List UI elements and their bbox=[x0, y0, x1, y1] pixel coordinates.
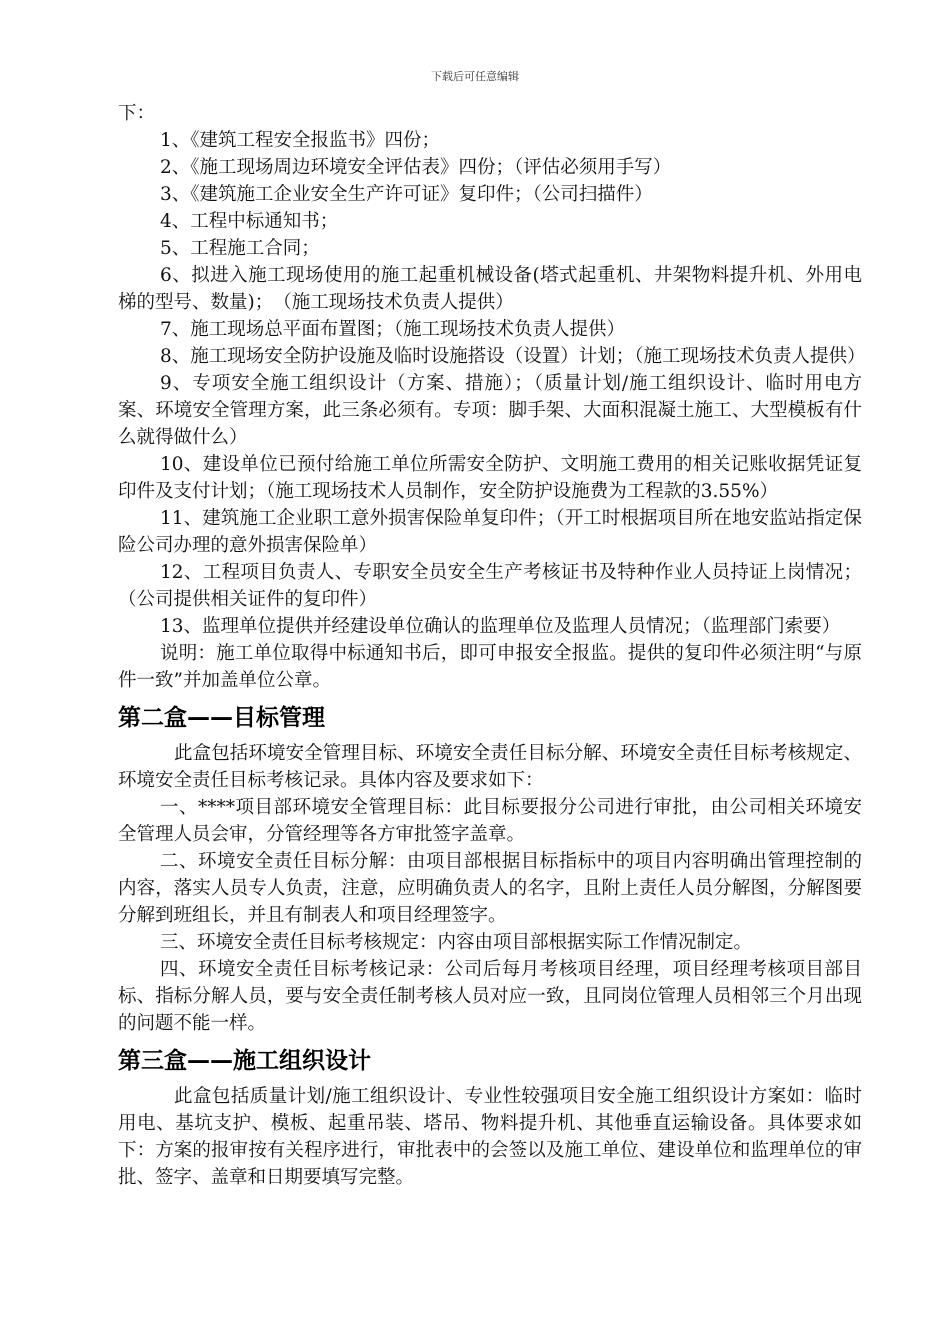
list-item: 3、《建筑施工企业安全生产许可证》复印件；（公司扫描件） bbox=[160, 184, 653, 205]
section-3-title: 第三盒——施工组织设计 bbox=[118, 1048, 371, 1074]
section-2-intro: 此盒包括环境安全管理目标、环境安全责任目标分解、环境安全责任目标考核规定、环境安全责任目标考核记录。具体内容及要求如下： bbox=[118, 743, 862, 791]
list-item: 12、工程项目负责人、专职安全员安全生产考核证书及特种作业人员持证上岗情况；（公司提供相关证件的复印件） bbox=[118, 562, 862, 610]
section-2-item: 四、环境安全责任目标考核记录：公司后每月考核项目经理，项目经理考核项目部目标、指标分解人员，要与安全责任制考核人员对应一致，且同岗位管理人员相邻三个月出现的问题不能一样。 bbox=[118, 959, 862, 1034]
list-item: 4、工程中标通知书； bbox=[160, 211, 339, 232]
list-item: 6、拟进入施工现场使用的施工起重机械设备(塔式起重机、井架物料提升机、外用电梯的型号、数量)； （施工现场技术负责人提供） bbox=[118, 265, 862, 313]
list-item: 1、《建筑工程安全报监书》四份； bbox=[160, 130, 441, 151]
list-item: 9、专项安全施工组织设计（方案、措施）；（质量计划/施工组织设计、临时用电方案、环境安全管理方案，此三条必须有。专项：脚手架、大面积混凝土施工、大型模板有什么就得做什么） bbox=[118, 373, 862, 448]
document-body bbox=[118, 100, 866, 1191]
page-header: 下载后可任意编辑 bbox=[431, 70, 519, 83]
list-item: 13、监理单位提供并经建设单位确认的监理单位及监理人员情况；（监理部门索要） bbox=[160, 616, 841, 637]
section-3-intro: 此盒包括质量计划/施工组织设计、专业性较强项目安全施工组织设计方案如：临时用电、基坑支护、模板、起重吊装、塔吊、物料提升机、其他垂直运输设备。具体要求如下：方案的报审按有关程序进行，审批表中的会签以及施工单位、建设单位和监理单位的审批、签字、盖章和日期要填写完整。 bbox=[118, 1086, 862, 1188]
section-2-title: 第二盒——目标管理 bbox=[118, 705, 325, 731]
list-item: 8、施工现场安全防护设施及临时设施搭设（设置）计划；（施工现场技术负责人提供） bbox=[160, 346, 866, 367]
note-paragraph: 说明：施工单位取得中标通知书后，即可申报安全报监。提供的复印件必须注明“与原件一致”并加盖单位公章。 bbox=[118, 643, 862, 691]
list-item: 10、建设单位已预付给施工单位所需安全防护、文明施工费用的相关记账收据凭证复印件及支付计划；（施工现场技术人员制作，安全防护设施费为工程款的3.55%） bbox=[118, 454, 862, 502]
list-item: 11、建筑施工企业职工意外损害保险单复印件；（开工时根据项目所在地安监站指定保险公司办理的意外损害保险单） bbox=[118, 508, 862, 556]
section-2-item: 二、环境安全责任目标分解：由项目部根据目标指标中的项目内容明确出管理控制的内容，落实人员专人负责，注意，应明确负责人的名字，且附上责任人员分解图，分解图要分解到班组长，并且有制表人和项目经理签字。 bbox=[118, 851, 862, 926]
list-item: 7、施工现场总平面布置图；（施工现场技术负责人提供） bbox=[160, 319, 626, 340]
section-2-item: 三、环境安全责任目标考核规定：内容由项目部根据实际工作情况制定。 bbox=[160, 932, 753, 953]
list-item: 2、《施工现场周边环境安全评估表》四份；（评估必须用手写） bbox=[160, 157, 672, 178]
top-fragment: 下： bbox=[118, 103, 156, 124]
list-item: 5、工程施工合同； bbox=[160, 238, 320, 259]
section-2-item: 一、****项目部环境安全管理目标：此目标要报分公司进行审批，由公司相关环境安全管理人员会审，分管经理等各方审批签字盖章。 bbox=[118, 797, 862, 845]
